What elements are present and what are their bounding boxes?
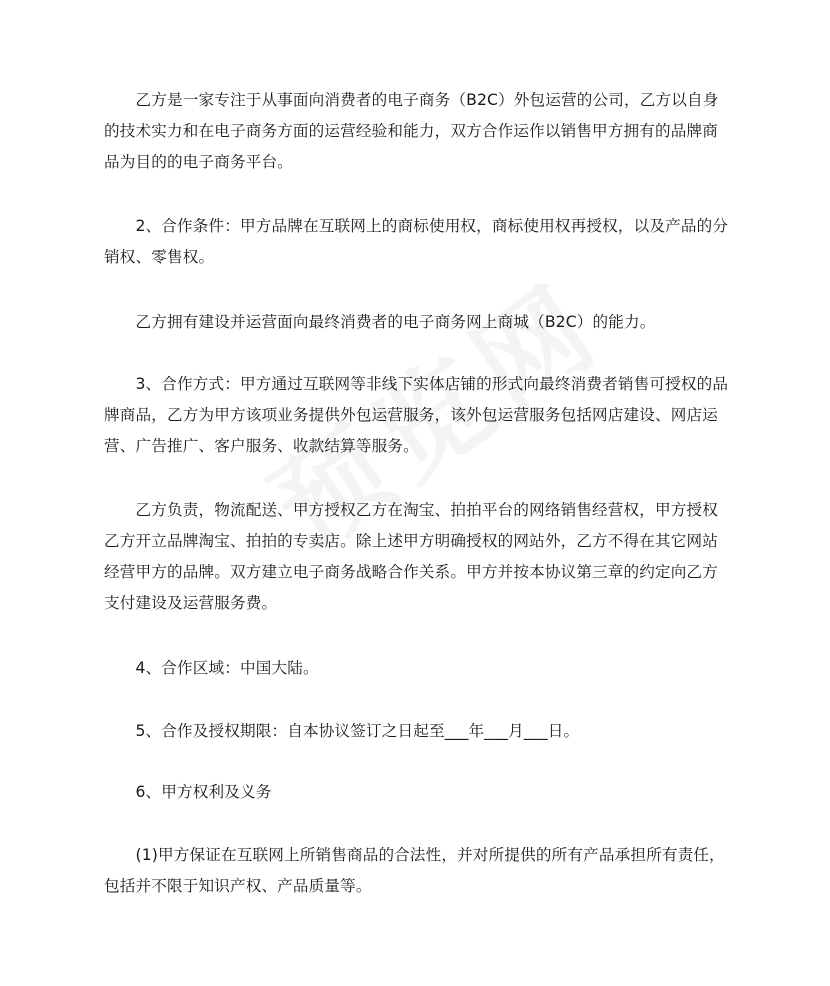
section-heading-party-a-rights [104,777,726,808]
text-line: 支付建设及运营服务费。 [104,594,278,612]
paragraph-cooperation-method [104,369,729,462]
text-line: 6、甲方权利及义务 [104,783,272,801]
paragraph-party-b-capability [104,307,726,338]
paragraph-authorization-period [104,716,726,747]
text-line: (1)甲方保证在互联网上所销售商品的合法性，并对所提供的所有产品承担所有责任， [104,846,725,864]
paragraph-cooperation-conditions [104,211,729,273]
paragraph-party-b-intro [104,85,726,178]
text-line: 品为目的的电子商务平台。 [104,153,293,171]
text-line: 3、合作方式：甲方通过互联网等非线下实体店铺的形式向最终消费者销售可授权的品 [104,375,729,393]
text-line: 5、合作及授权期限：自本协议签订之日起至___年___月___日。 [104,722,580,740]
text-line: 牌商品，乙方为甲方该项业务提供外包运营服务，该外包运营服务包括网店建设、网店运 [104,406,719,424]
text-line: 销权、零售权。 [104,248,215,266]
text-line: 2、合作条件：甲方品牌在互联网上的商标使用权，商标使用权再授权，以及产品的分 [104,217,729,235]
text-line: 乙方拥有建设并运营面向最终消费者的电子商务网上商城（B2C）的能力。 [104,313,656,331]
text-line: 包括并不限于知识产权、产品质量等。 [104,877,372,895]
text-line: 乙方开立品牌淘宝、拍拍的专卖店。除上述甲方明确授权的网站外，乙方不得在其它网站 [104,532,719,550]
text-line: 经营甲方的品牌。双方建立电子商务战略合作关系。甲方并按本协议第三章的约定向乙方 [104,563,719,581]
text-line: 营、广告推广、客户服务、收款结算等服务。 [104,437,419,455]
text-line: 4、合作区域：中国大陆。 [104,659,319,677]
paragraph-party-b-responsibility [104,495,726,619]
paragraph-cooperation-region [104,653,726,684]
text-line: 乙方是一家专注于从事面向消费者的电子商务（B2C）外包运营的公司，乙方以自身 [104,91,719,109]
text-line: 乙方负责，物流配送、甲方授权乙方在淘宝、拍拍平台的网络销售经营权，甲方授权 [104,501,719,519]
paragraph-party-a-guarantee [104,840,726,902]
text-line: 的技术实力和在电子商务方面的运营经验和能力，双方合作运作以销售甲方拥有的品牌商 [104,122,719,140]
